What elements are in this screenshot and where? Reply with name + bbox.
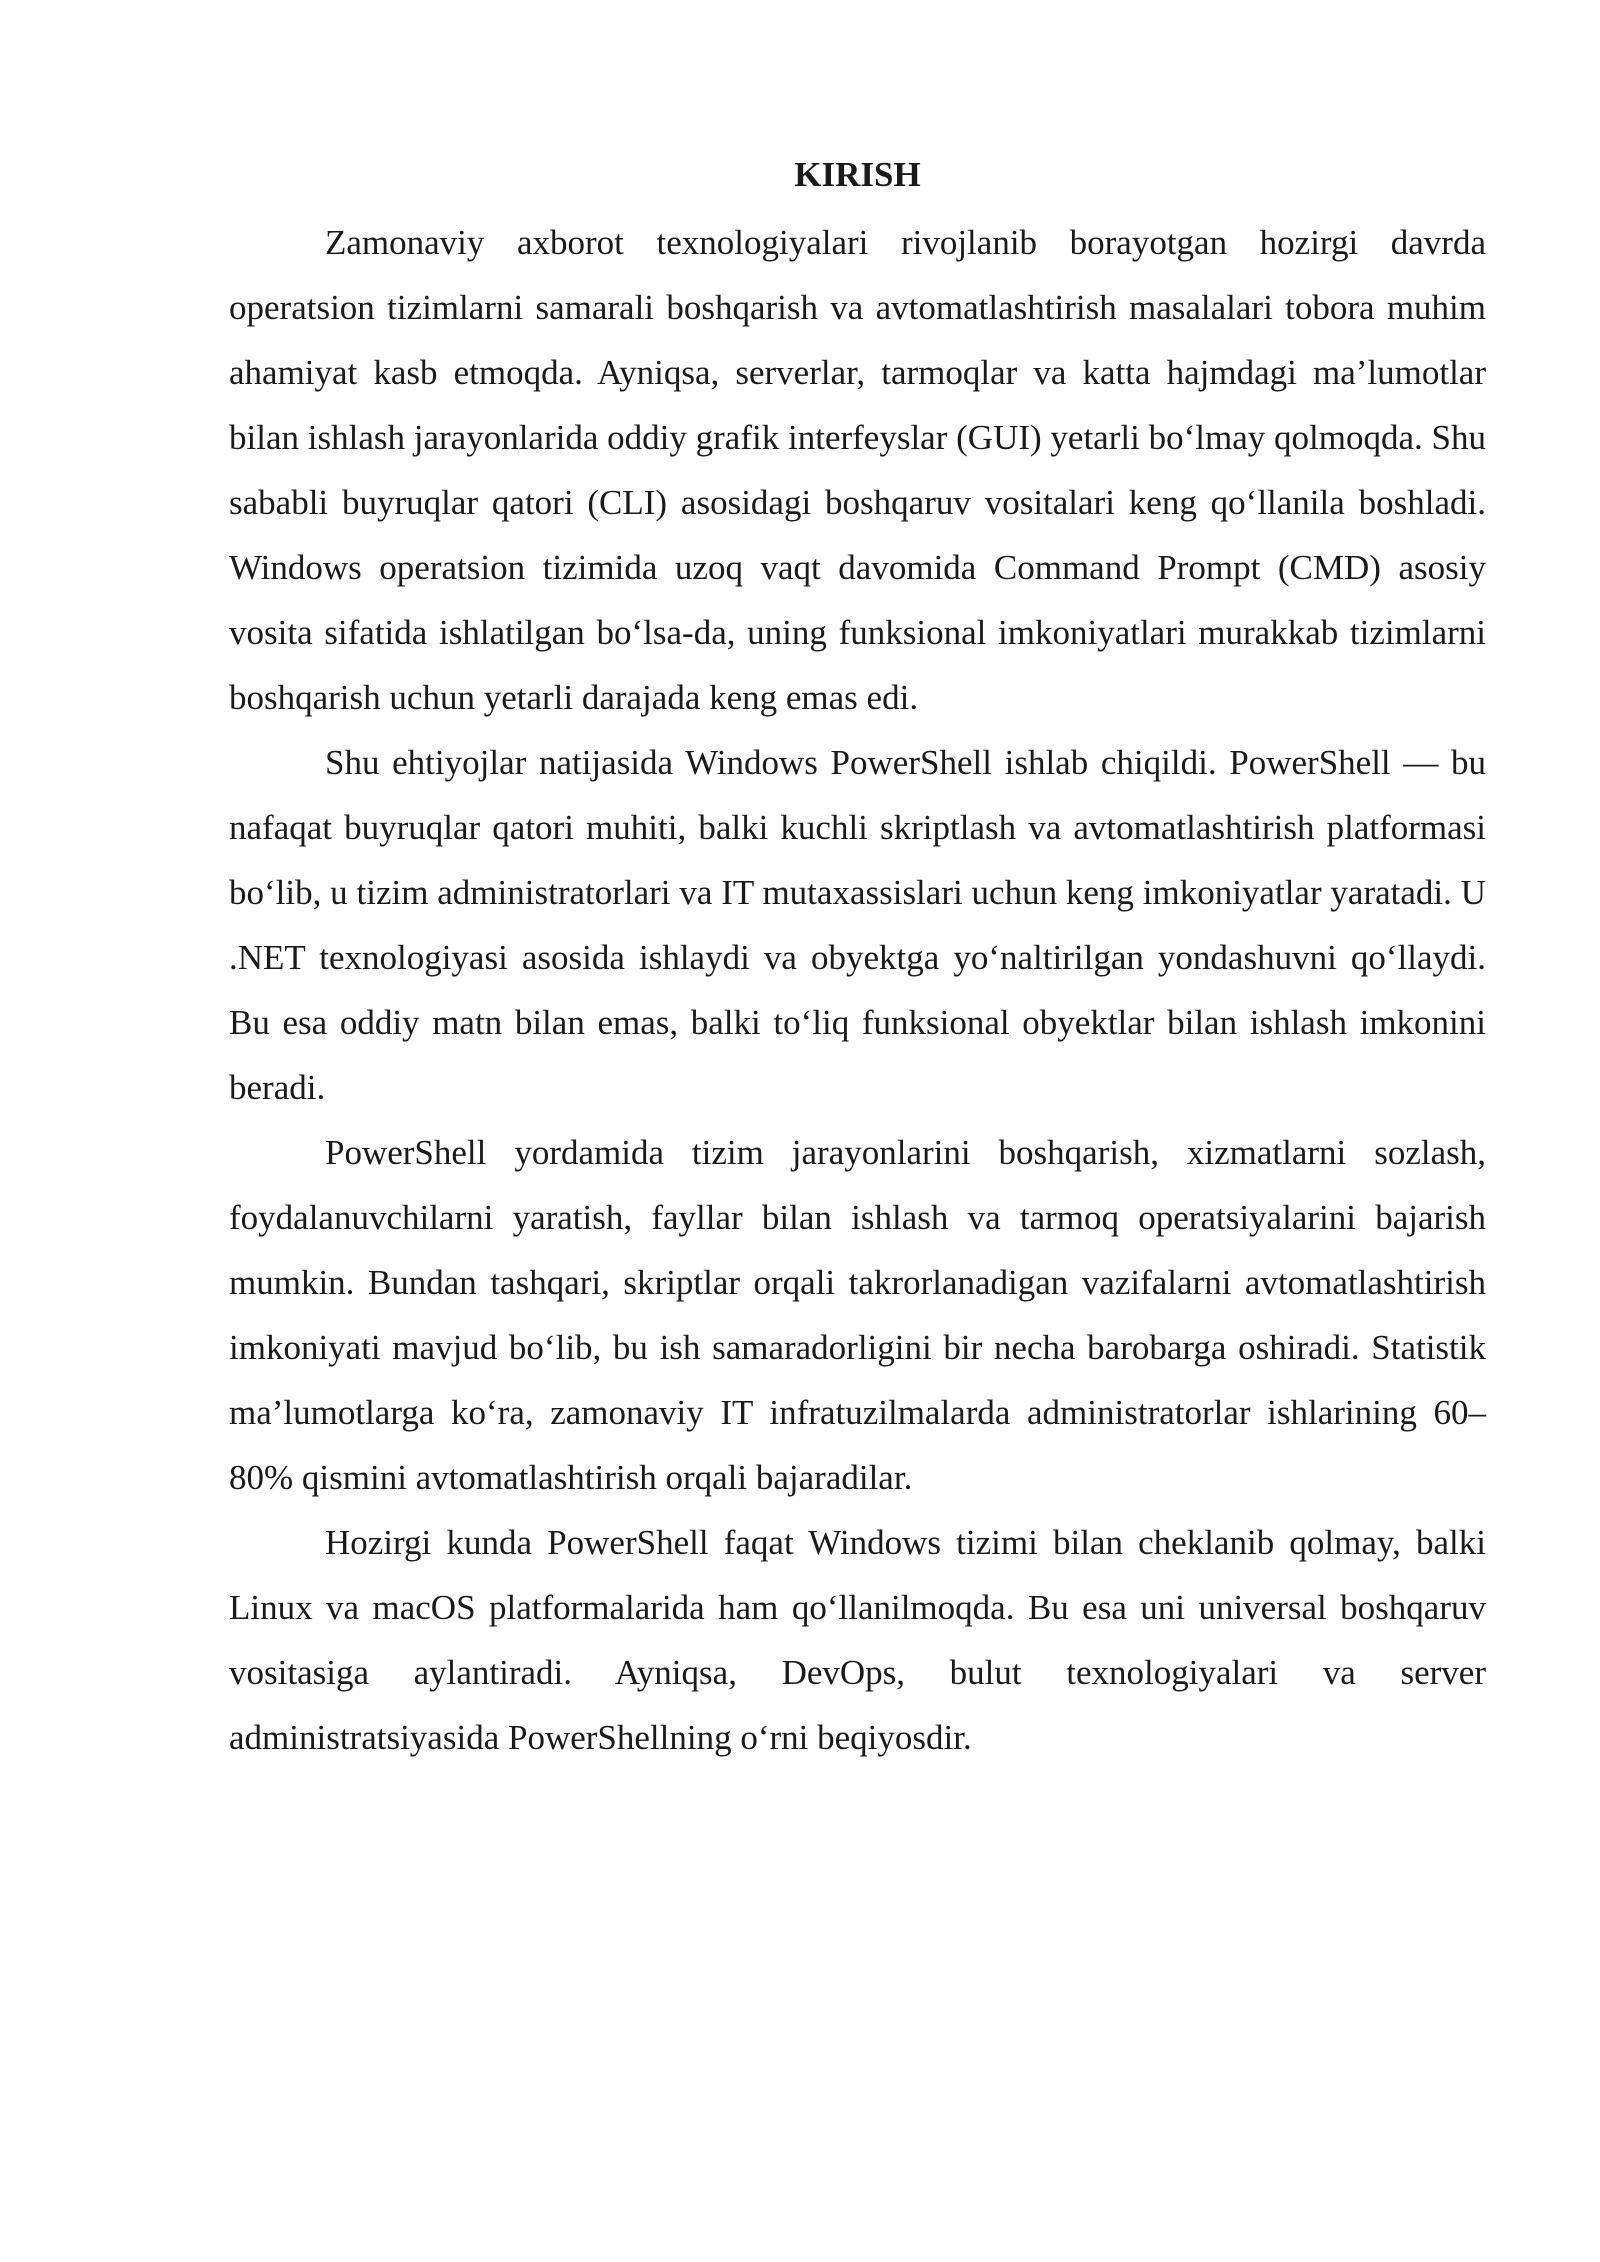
document-body (229, 148, 1486, 1770)
paragraph-1: Zamonaviy axborot texnologiyalari rivojlanib borayotgan hozirgi davrda operatsion tizimlarni samarali boshqarish va avtomatlashtirish masalalari tobora muhim ahamiyat kasb etmoqda. Ayniqsa, serverlar, tarmoqlar va katta hajmdagi ma’lumotlar bilan ishlash jarayonlarida oddiy grafik interfeyslar (GUI) yetarli bo‘lmay qolmoqda. Shu sababli buyruqlar qatori (CLI) asosidagi boshqaruv vositalari keng qo‘llanila boshladi. Windows operatsion tizimida uzoq vaqt davomida Command Prompt (CMD) asosiy vosita sifatida ishlatilgan bo‘lsa-da, uning funksional imkoniyatlari murakkab tizimlarni boshqarish uchun yetarli darajada keng emas edi. (229, 223, 1486, 717)
paragraph-2: Shu ehtiyojlar natijasida Windows PowerShell ishlab chiqildi. PowerShell — bu nafaqat buyruqlar qatori muhiti, balki kuchli skriptlash va avtomatlashtirish platformasi bo‘lib, u tizim administratorlari va IT mutaxassislari uchun keng imkoniyatlar yaratadi. U .NET texnologiyasi asosida ishlaydi va obyektga yo‘naltirilgan yondashuvni qo‘llaydi. Bu esa oddiy matn bilan emas, balki to‘liq funksional obyektlar bilan ishlash imkonini beradi. (229, 743, 1486, 1107)
paragraph-3: PowerShell yordamida tizim jarayonlarini boshqarish, xizmatlarni sozlash, foydalanuvchilarni yaratish, fayllar bilan ishlash va tarmoq operatsiyalarini bajarish mumkin. Bundan tashqari, skriptlar orqali takrorlanadigan vazifalarni avtomatlashtirish imkoniyati mavjud bo‘lib, bu ish samaradorligini bir necha barobarga oshiradi. Statistik ma’lumotlarga ko‘ra, zamonaviy IT infratuzilmalarda administratorlar ishlarining 60–80% qismini avtomatlashtirish orqali bajaradilar. (229, 1133, 1486, 1497)
paragraph-4: Hozirgi kunda PowerShell faqat Windows tizimi bilan cheklanib qolmay, balki Linux va macOS platformalarida ham qo‘llanilmoqda. Bu esa uni universal boshqaruv vositasiga aylantiradi. Ayniqsa, DevOps, bulut texnologiyalari va server administratsiyasida PowerShellning o‘rni beqiyosdir. (229, 1523, 1486, 1757)
section-heading: KIRISH (794, 155, 921, 194)
